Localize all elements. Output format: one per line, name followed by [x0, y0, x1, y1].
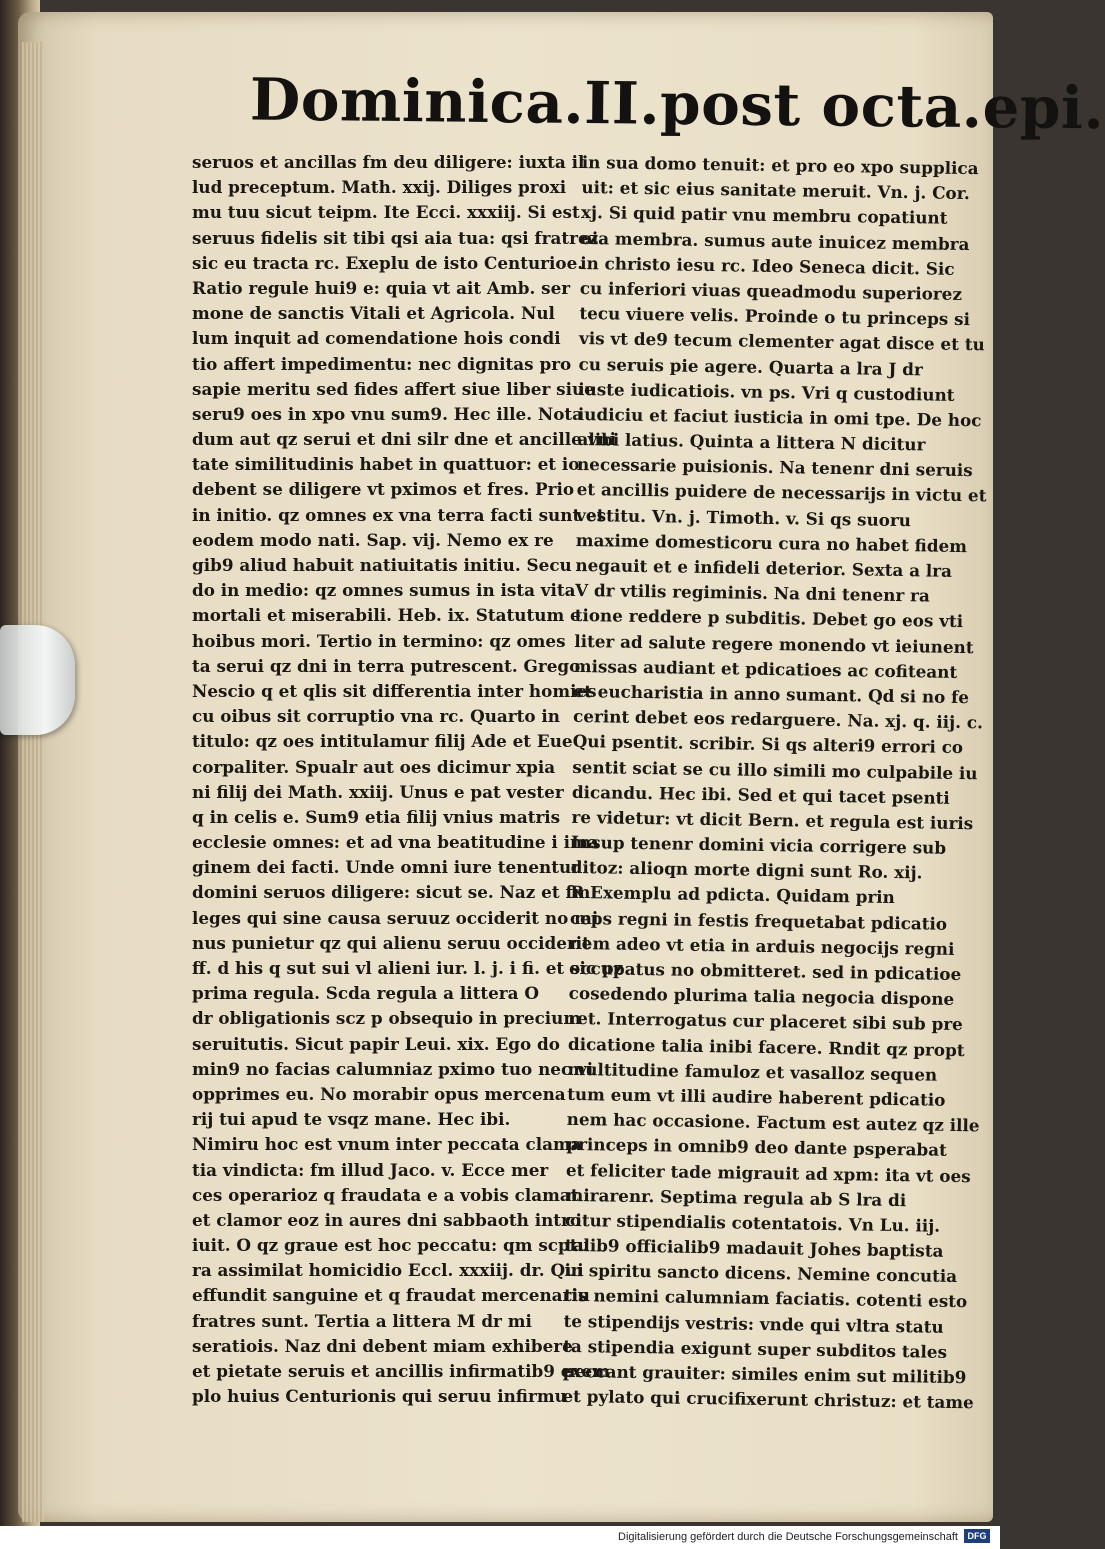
text-line: in initio. qz omnes ex vna terra facti sunt et — [192, 504, 605, 525]
text-line: in spiritu sancto dicens. Nemine concutia — [564, 1260, 958, 1287]
text-line: q in celis e. Sum9 etia filij vnius matris — [192, 806, 561, 827]
text-line: nem hac occasione. Factum est autez qz ille — [566, 1109, 980, 1136]
text-line: dr obligationis scz p obsequio in precium — [192, 1008, 582, 1029]
text-line: tum eum vt illi audire haberent pdicatio — [567, 1083, 946, 1110]
text-line: ceps regni in festis frequetabat pdicatio — [569, 907, 948, 934]
text-line: ta stipendia exigunt super subditos tales — [563, 1335, 948, 1362]
text-line: effundit sanguine et q fraudat mercenariu — [192, 1285, 590, 1306]
text-line: nus punietur qz qui alienu seruu occiderit — [192, 932, 590, 953]
left-text-column — [192, 150, 624, 1409]
text-line: ta serui qz dni in terra putrescent. Grego. — [192, 655, 586, 676]
text-line: ret. Interrogatus cur placeret sibi sub pre — [568, 1008, 963, 1035]
text-line: plo huius Centurionis qui seruu infirmu — [192, 1386, 567, 1407]
text-line: Nescio q et qlis sit differentia inter homies — [192, 680, 597, 701]
text-line: et pylato qui crucifixerunt christuz: et tame — [562, 1386, 974, 1413]
text-line: seruus fidelis sit tibi qsi aia tua: qsi fratrez — [192, 227, 599, 248]
text-line: domini seruos diligere: sicut se. Naz et fm — [192, 882, 591, 903]
text-line: prima regula. Scda regula a littera O — [192, 983, 539, 1004]
text-line: R Exemplu ad pdicta. Quidam prin — [570, 882, 896, 908]
text-line: iudiciu et faciut iusticia in omi tpe. De hoc — [577, 403, 982, 431]
text-line: sentit sciat se cu illo simili mo culpabile iu — [572, 756, 978, 783]
text-line: min9 no facias calumniaz pximo tuo nec vi — [192, 1058, 594, 1079]
text-line: et pietate seruis et ancillis infirmatib9 exem — [192, 1361, 610, 1381]
text-line: seru9 oes in xpo vnu sum9. Hec ille. Nota — [192, 403, 584, 424]
text-line: princeps in omnib9 deo dante psperabat — [566, 1134, 947, 1161]
text-line: tio affert impedimentu: nec dignitas pro — [192, 353, 572, 374]
text-line: Nimiru hoc est vnum inter peccata clama — [192, 1134, 582, 1155]
text-line: opprimes eu. No morabir opus mercena — [192, 1083, 566, 1104]
text-line: ni filij dei Math. xxiij. Unus e pat vester — [192, 781, 564, 802]
text-line: multitudine famuloz et vasalloz sequen — [567, 1058, 938, 1085]
running-heading: Dominica.II.post octa.epi. — [249, 65, 1105, 143]
text-line: iuit. O qz graue est hoc peccatu: qm scptu — [192, 1235, 590, 1256]
text-line: tis nemini calumniam faciatis. cotenti esto — [563, 1285, 968, 1312]
text-line: cu oibus sit corruptio vna rc. Quarto in — [192, 706, 560, 727]
text-line: hoibus mori. Tertio in termino: qz omes — [192, 630, 566, 651]
text-line: fratres sunt. Tertia a littera M dr mi — [192, 1310, 532, 1331]
text-line: leges qui sine causa seruuz occiderit no mi — [192, 907, 599, 928]
text-line: sic eu tracta rc. Exeplu de isto Centurioe. — [192, 252, 584, 273]
text-line: et clamor eoz in aures dni sabbaoth intro — [192, 1209, 582, 1230]
text-line: citur stipendialis cotentatois. Vn Lu. iij. — [565, 1209, 941, 1236]
text-line: gib9 aliud habuit natiuitatis initiu. Secu — [192, 555, 572, 575]
text-line: tione reddere p subditis. Debet go eos vti — [574, 605, 964, 632]
text-line: ditoz: alioqn morte digni sunt Ro. xij. — [570, 857, 923, 883]
text-line: vis vt de9 tecum clementer agat disce et tu — [578, 328, 985, 355]
text-line: ces operarioz q fraudata e a vobis clamat — [192, 1184, 579, 1205]
text-line: Qui psentit. scribir. Si qs alteri9 errori co — [572, 731, 964, 758]
text-line: Ratio regule hui9 e: quia vt ait Amb. ser — [192, 277, 571, 298]
text-line: necessarie puisionis. Na tenenr dni seruis — [576, 454, 973, 481]
text-line: liter ad salute regere monendo vt ieiunent — [574, 630, 974, 657]
text-line: missas audiant et pdicatioes ac cofiteant — [573, 655, 958, 682]
text-line: cu inferiori viuas queadmodu superiorez — [579, 277, 963, 304]
text-line: re videtur: vt dicit Bern. et regula est iuris — [571, 806, 974, 834]
text-line: talib9 officialib9 madauit Johes baptista — [564, 1234, 944, 1261]
text-line: et ancillis puidere de necessarijs in victu et — [576, 479, 987, 506]
text-line: oia membra. sumus aute inuicez membra — [580, 227, 970, 254]
text-line: alibi latius. Quinta a littera N dicitur — [577, 429, 926, 455]
text-line: vestitu. Vn. j. Timoth. v. Si qs suoru — [576, 504, 912, 530]
text-line: debent se diligere vt pximos et fres. Prio — [192, 479, 575, 500]
text-line: iuste iudicatiois. vn ps. Vri q custodiunt — [578, 378, 955, 405]
text-line: nem adeo vt etia in arduis negocijs regni — [569, 932, 955, 959]
text-line: seruitutis. Sicut papir Leui. xix. Ego do — [192, 1033, 560, 1054]
text-line: mortali et miserabili. Heb. ix. Statutum e — [192, 605, 581, 626]
right-text-column — [562, 150, 987, 1415]
text-line: mone de sanctis Vitali et Agricola. Nul — [192, 303, 555, 324]
text-line: et feliciter tade migrauit ad xpm: ita vt oes — [565, 1159, 971, 1186]
text-line: tate similitudinis habet in quattuor: et io — [192, 454, 580, 475]
text-line: corpaliter. Spualr aut oes dicimur xpia — [192, 756, 556, 777]
funding-credit: Digitalisierung gefördert durch die Deutsche Forschungsgemeinschaft — [618, 1531, 958, 1543]
text-line: cerint debet eos redarguere. Na. xj. q. iij. c. — [572, 706, 984, 733]
text-line: eodem modo nati. Sap. vij. Nemo ex re — [192, 529, 554, 550]
page-clip — [0, 625, 75, 735]
text-line: dum aut qz serui et dni silr dne et ancille vni — [192, 429, 616, 450]
text-line: ecclesie omnes: et ad vna beatitudine i ima — [192, 832, 599, 853]
text-line: seruos et ancillas fm deu diligere: iuxta il — [192, 152, 585, 172]
text-line: occupatus no obmitteret. sed in pdicatioe — [568, 957, 962, 985]
text-line: V dr vtilis regiminis. Na dni tenenr ra — [574, 580, 930, 606]
text-line: ra assimilat homicidio Eccl. xxxiij. dr. Qui — [192, 1260, 584, 1281]
page-stack-edges — [22, 42, 44, 1522]
text-line: maxime domesticoru cura no habet fidem — [575, 529, 968, 556]
text-line: ff. d his q sut sui vl alieni iur. l. j. i fi. et sic pz — [192, 958, 624, 978]
text-line: in sua domo tenuit: et pro eo xpo supplica — [581, 151, 979, 179]
text-line: do in medio: qz omnes sumus in ista vita — [192, 580, 576, 601]
text-line: Insup tenenr domini vicia corrigere sub — [570, 831, 947, 858]
text-line: xj. Si quid patir vnu membru copatiunt — [580, 202, 948, 229]
text-line: rij tui apud te vsqz mane. Hec ibi. — [192, 1109, 511, 1130]
text-line: mu tuu sicut teipm. Ite Ecci. xxxiij. Si est — [192, 202, 580, 223]
text-line: lud preceptum. Math. xxij. Diliges proxi — [192, 177, 567, 198]
text-line: tecu viuere velis. Proinde o tu princeps si — [579, 303, 971, 330]
text-line: mirarenr. Septima regula ab S lra di — [565, 1184, 907, 1210]
text-line: in christo iesu rc. Ideo Seneca dicit. Sic — [580, 252, 955, 279]
text-line: dicandu. Hec ibi. Sed et qui tacet psenti — [571, 781, 950, 808]
text-line: peccant grauiter: similes enim sut militib9 — [562, 1360, 967, 1388]
text-line: sapie meritu sed fides affert siue liber siue — [192, 378, 595, 399]
text-line: dicatione talia inibi facere. Rndit qz propt — [567, 1033, 965, 1060]
text-line: uit: et sic eius sanitate meruit. Vn. j. Cor. — [581, 177, 971, 204]
text-line: lum inquit ad comendatione hois condi — [192, 328, 561, 349]
text-line: seratiois. Naz dni debent miam exhibere — [192, 1335, 573, 1356]
text-line: ginem dei facti. Unde omni iure tenentur — [192, 857, 581, 878]
dfg-logo: DFG — [964, 1529, 990, 1543]
text-line: te stipendijs vestris: vnde qui vltra statu — [563, 1310, 944, 1337]
text-line: negauit et e infideli deterior. Sexta a lra — [575, 554, 953, 581]
text-line: cosedendo plurima talia negocia dispone — [568, 983, 955, 1010]
text-line: et eucharistia in anno sumant. Qd si no fe — [573, 680, 970, 708]
text-line: cu seruis pie agere. Quarta a lra J dr — [578, 353, 923, 379]
text-line: tia vindicta: fm illud Jaco. v. Ecce mer — [192, 1159, 549, 1180]
text-line: titulo: qz oes intitulamur filij Ade et Eue — [192, 731, 573, 752]
